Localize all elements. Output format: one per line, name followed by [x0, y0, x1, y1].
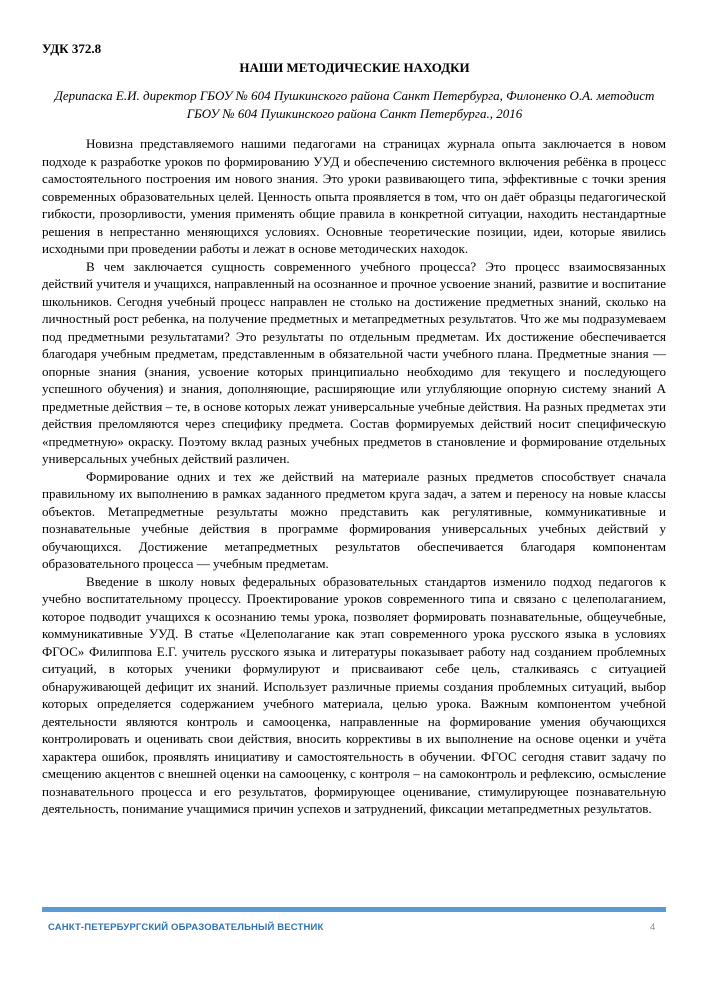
udk-code: УДК 372.8 [42, 41, 102, 56]
article-authors: Дерипаска Е.И. директор ГБОУ № 604 Пушкинского района Санкт Петербурга, Филоненко О.А. методист ГБОУ № 604 Пушкинского района Санкт Петербурга., 2016 [54, 88, 655, 121]
body-paragraph: В чем заключается сущность современного учебного процесса? Это процесс взаимосвязанных действий учителя и учащихся, направленный на осознанное и прочное усвоение знаний, развитие и воспитание школьников. Сегодня учебный процесс направлен не столько на достижение предметных знаний, сколько на личностный рост ребенка, на получение предметных и метапредметных результатов. Что же мы подразумеваем под предметными результатами? Это результаты по отдельным предметам. Их достижение обеспечивается благодаря учебным предметам, представленным в обязательной части учебного плана. Предметные знания — опорные знания (знания, усвоение которых принципиально необходимо для текущего и последующего успешного обучения) и знания, дополняющие, расширяющие или углубляющие опорную систему знаний А предметные действия – те, в основе которых лежат универсальные учебные действия. На разных предметах эти действия преломляются через специфику предмета. Состав формируемых действий носит специфическую «предметную» окраску. Поэтому вклад разных учебных предметов в становление и формирование отдельных универсальных учебных действий различен. [42, 258, 666, 466]
article-body [42, 135, 666, 818]
body-paragraph: Формирование одних и тех же действий на материале разных предметов способствует сначала правильному их выполнению в рамках заданного предметом круга задач, а затем и переносу на новые классы объектов. Метапредметные результаты можно представить как регулятивные, коммуникативные и познавательные учебные действия в программе формирования универсальных учебных действий у обучающихся. Достижение метапредметных результатов обеспечивается благодаря компонентам образовательного процесса — учебным предметам. [42, 468, 666, 571]
page-number: 4 [650, 922, 656, 933]
body-paragraph: Введение в школу новых федеральных образовательных стандартов изменило подход педагогов к учебно воспитательному процессу. Проектирование уроков современного типа и связано с целеполаганием, которое подводит учащихся к осознанию темы урока, позволяет формировать познавательные, общеучебные, коммуникативные УУД. В статье «Целеполагание как этап современного урока русского языка в условиях ФГОС» Филиппова Е.Г. учитель русского языка и литературы показывает работу над созданием проблемных ситуаций, в которых ученики формулируют и присваивают себе цель, сталкиваясь с ситуацией обнаруживающей дефицит их знаний. Использует различные приемы создания проблемных ситуаций, выбор которых определяется содержанием учебного материала, целью урока. Важным компонентом учебной деятельности являются контроль и самооценка, направленные на формирование умения обучающихся контролировать и оценивать свои действия, вносить коррективы в их выполнение на основе оценки и учёта характера ошибок, проявлять инициативу и самостоятельность в обучении. ФГОС сегодня ставит задачу по смещению акцентов с внешней оценки на самооценку, с контроля – на самоконтроль и рефлексию, осмысление познавательного процесса и его результатов, формирующее оценивание, стимулирующее познавательную деятельность, понимание учащимися причин успехов и затруднений, фиксации метапредметных результатов. [42, 573, 666, 816]
body-paragraph: Новизна представляемого нашими педагогами на страницах журнала опыта заключается в новом подходе к разработке уроков по формированию УУД и обеспечению системного включения ребёнка в процесс самостоятельного построения им нового знания. Это уроки развивающего типа, эффективные с точки зрения современных образовательных целей. Ценность опыта проявляется в том, что он даёт образцы педагогической гибкости, прозорливости, умения применять общие правила в конкретной ситуации, находить нестандартные решения в непрестанно меняющихся условиях. Основные теоретические позиции, идеи, которые явились исходными при проведении работы и лежат в основе методических находок. [42, 136, 666, 256]
journal-title: САНКТ-ПЕТЕРБУРГСКИЙ ОБРАЗОВАТЕЛЬНЫЙ ВЕСТНИК [48, 922, 324, 933]
article-title: НАШИ МЕТОДИЧЕСКИЕ НАХОДКИ [239, 60, 470, 75]
footer-divider-bar [42, 907, 666, 912]
